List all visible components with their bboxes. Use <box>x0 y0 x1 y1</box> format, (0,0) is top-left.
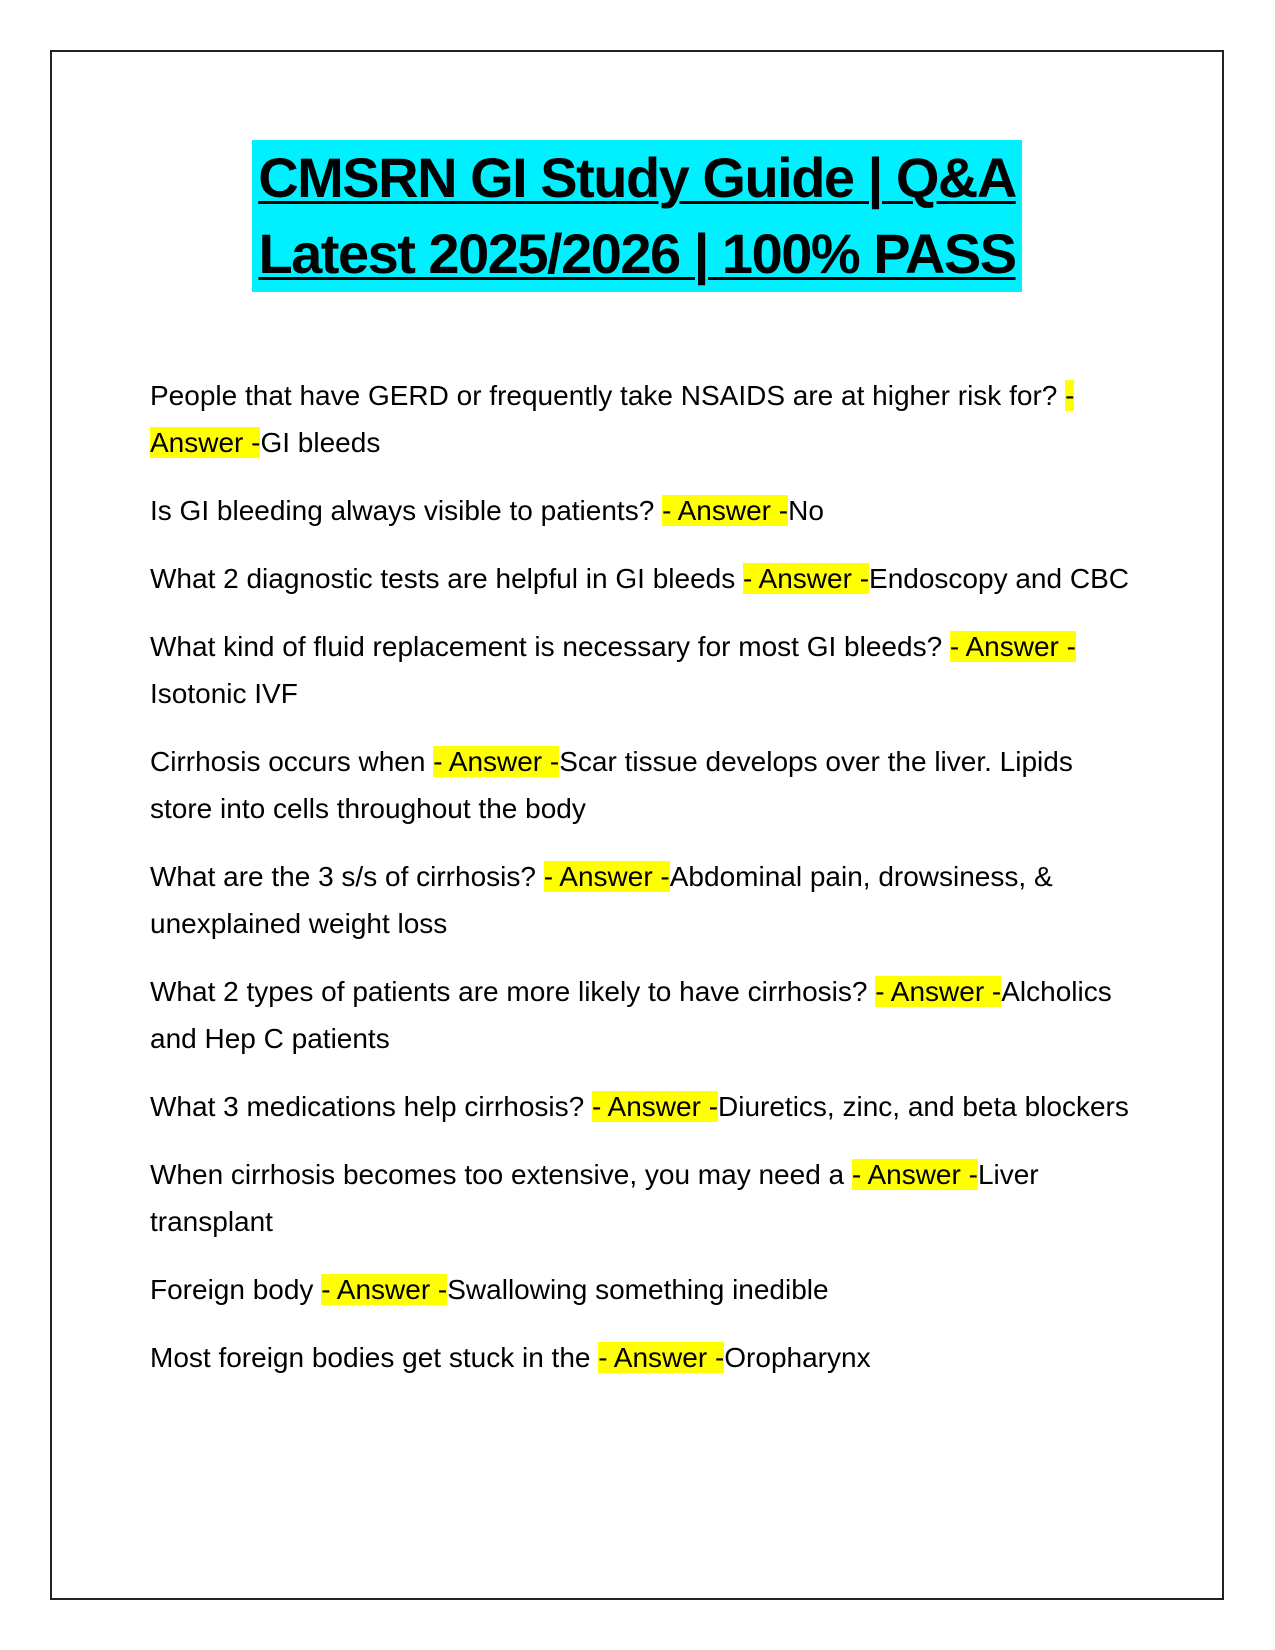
question-text: What are the 3 s/s of cirrhosis? <box>150 861 544 892</box>
question-text: What 3 medications help cirrhosis? <box>150 1091 592 1122</box>
answer-marker: - Answer - <box>543 861 670 892</box>
question-text: When cirrhosis becomes too extensive, you may need a <box>150 1159 852 1190</box>
qa-item <box>150 1083 1130 1130</box>
question-text: What kind of fluid replacement is necessary for most GI bleeds? <box>150 631 950 662</box>
title-line-2: Latest 2025/2026 | 100% PASS <box>252 216 1021 292</box>
answer-marker: - Answer - <box>851 1159 978 1190</box>
answer-marker: - Answer - <box>598 1342 725 1373</box>
answer-text: Abdominal pain, drowsiness, & unexplained weight loss <box>150 861 1053 939</box>
answer-text: Alcholics and Hep C patients <box>150 976 1112 1054</box>
qa-list <box>150 372 1130 1402</box>
answer-text: Isotonic IVF <box>150 678 298 709</box>
answer-marker: - Answer - <box>433 746 560 777</box>
answer-marker: - Answer - <box>875 976 1002 1007</box>
question-text: What 2 diagnostic tests are helpful in GI bleeds <box>150 563 743 594</box>
qa-item <box>150 853 1130 947</box>
qa-item <box>150 1334 1130 1381</box>
answer-marker: - Answer - <box>743 563 870 594</box>
answer-text: Liver transplant <box>150 1159 1039 1237</box>
answer-marker: - Answer - <box>662 495 789 526</box>
qa-item <box>150 623 1130 717</box>
question-text: Is GI bleeding always visible to patients? <box>150 495 663 526</box>
qa-item <box>150 1151 1130 1245</box>
question-text: Most foreign bodies get stuck in the <box>150 1342 599 1373</box>
answer-marker: - Answer - <box>150 380 1075 458</box>
qa-item <box>150 487 1130 534</box>
answer-text: Diuretics, zinc, and beta blockers <box>718 1091 1129 1122</box>
question-text: What 2 types of patients are more likely to have cirrhosis? <box>150 976 876 1007</box>
answer-text: Swallowing something inedible <box>447 1274 829 1305</box>
answer-marker: - Answer - <box>591 1091 719 1122</box>
question-text: Cirrhosis occurs when <box>150 746 434 777</box>
qa-item <box>150 1266 1130 1313</box>
answer-marker: - Answer - <box>321 1274 448 1305</box>
page-title <box>50 140 1224 292</box>
qa-item <box>150 738 1130 832</box>
qa-item <box>150 968 1130 1062</box>
answer-text: Scar tissue develops over the liver. Lipids store into cells throughout the body <box>150 746 1073 824</box>
question-text: People that have GERD or frequently take NSAIDS are at higher risk for? <box>150 380 1066 411</box>
qa-item <box>150 555 1130 602</box>
answer-marker: - Answer - <box>949 631 1076 662</box>
answer-text: GI bleeds <box>260 427 381 458</box>
qa-item <box>150 372 1130 466</box>
question-text: Foreign body <box>150 1274 322 1305</box>
answer-text: Oropharynx <box>724 1342 871 1373</box>
title-line-1: CMSRN GI Study Guide | Q&A <box>252 140 1022 216</box>
answer-text: No <box>788 495 824 526</box>
answer-text: Endoscopy and CBC <box>869 563 1129 594</box>
